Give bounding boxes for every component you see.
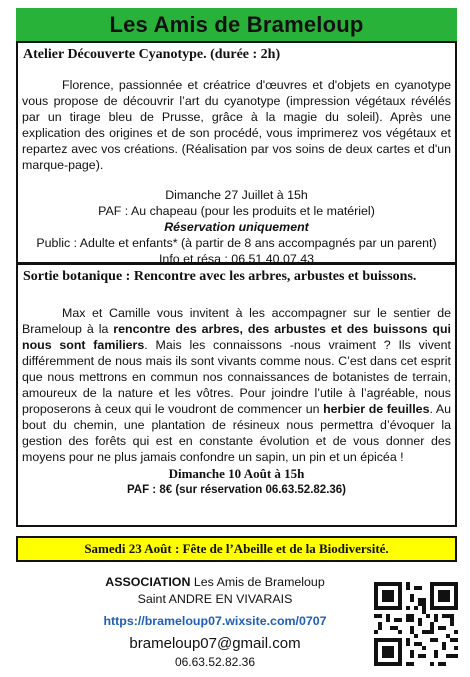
footer-association (60, 574, 370, 591)
atelier-section (16, 41, 457, 264)
sortie-date: Dimanche 10 Août à 15h (168, 466, 305, 481)
event-banner (16, 536, 457, 562)
sortie-paf: PAF : 8€ (sur réservation 06.63.52.82.36) (126, 484, 347, 496)
atelier-paf-label: PAF : Au chapeau (98, 204, 198, 218)
sortie-highlight-2: herbier de feuilles (323, 402, 430, 416)
footer-email[interactable]: brameloup07@gmail.com (129, 635, 301, 652)
sortie-text-3: . Au bout du chemin, une plantation de résineux nous permettra d’évoquer la gestion des forêts qui est en constante évolution et de vous donner des moyens pour ne plus jamais confondre un sapin, un pin et un épicéa ! (22, 402, 451, 464)
page-title: Les Amis de Brameloup (109, 12, 364, 37)
sortie-text-1: Max et Camille vous invitent à les accompagner sur le sentier de Brameloup à la (22, 306, 451, 336)
atelier-title: Atelier Découverte Cyanotype. (durée : 2h) (23, 47, 281, 62)
sortie-section (16, 263, 457, 527)
footer (60, 574, 370, 671)
atelier-paf-detail: (pour les produits et le matériel) (197, 204, 375, 218)
atelier-reservation: Réservation uniquement (164, 220, 309, 234)
sortie-text-2: . Mais les connaissons -nous vraiment ? Ils vivent différemment de nous mais ils sont vivants comme nous. C’est dans cet esprit que nous mettrons en commun nos connaissances de botanistes de terrain, amoureux de la nature et les vôtres. Pour joindre l’utile à l’agréable, nous proposerons à ceux qui le voudront de commencer un (22, 338, 451, 416)
header-bar (16, 8, 457, 42)
footer-assoc-prefix: ASSOCIATION (105, 575, 191, 589)
atelier-info-label: Info et résa (158, 252, 221, 266)
sortie-title: Sortie botanique : Rencontre avec les arbres, arbustes et buissons. (23, 269, 417, 284)
event-banner-text: Samedi 23 Août : Fête de l’Abeille et de la Biodiversité. (84, 541, 389, 556)
sortie-description (22, 305, 451, 465)
footer-website-link[interactable]: https://brameloup07.wixsite.com/0707 (103, 614, 327, 628)
atelier-paf (18, 203, 455, 219)
qr-code-icon[interactable] (374, 582, 458, 666)
atelier-info-phone: : 06.51.40.07.43 (220, 252, 314, 266)
sortie-highlight-1: rencontre des arbres, des arbustes et des buissons qui nous sont familiers (22, 322, 451, 352)
atelier-date: Dimanche 27 Juillet à 15h (165, 188, 308, 202)
footer-assoc-name: Les Amis de Brameloup (190, 575, 325, 589)
atelier-public: Public : Adulte et enfants* (à partir de 8 ans accompagnés par un parent) (36, 236, 437, 250)
footer-phone: 06.63.52.82.36 (174, 655, 256, 669)
footer-location: Saint ANDRE EN VIVARAIS (137, 592, 293, 606)
atelier-description: Florence, passionnée et créatrice d'œuvres et d'objets en cyanotype vous propose de découvrir l’art du cyanotype (impression végétaux révélés par un tirage bleu de Prusse, grâce à la magie du soleil). Après une explication des origines et de son procédé, vous imprimerez vos végétaux et repartez avec vos créations. (Réalisation par vos soins de deux cartes et d'un marque-page). (22, 78, 451, 172)
